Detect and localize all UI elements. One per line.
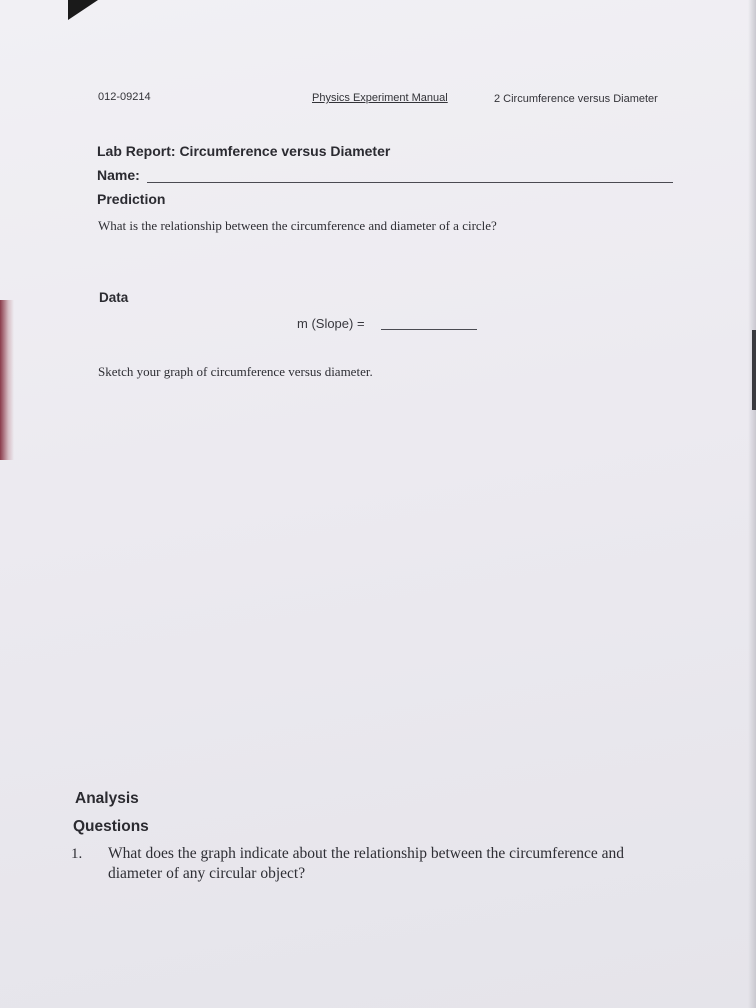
document-code: 012-09214 <box>98 91 151 103</box>
report-title: Lab Report: Circumference versus Diameter <box>97 143 391 159</box>
data-heading: Data <box>99 290 129 305</box>
page-corner-shadow <box>68 0 98 20</box>
chapter-title: 2 Circumference versus Diameter <box>494 93 658 105</box>
page-header <box>98 91 678 107</box>
analysis-heading: Analysis <box>75 790 139 807</box>
question-number: 1. <box>71 846 83 862</box>
manual-title: Physics Experiment Manual <box>312 92 448 104</box>
left-edge-shadow <box>0 300 14 460</box>
sketch-instruction: Sketch your graph of circumference versus diameter. <box>98 364 373 379</box>
slope-answer-line[interactable] <box>381 329 477 330</box>
question-text: What does the graph indicate about the relationship between the circumference and diameter of any circular object? <box>108 845 625 882</box>
right-edge-shadow <box>748 0 756 1008</box>
name-label: Name: <box>97 167 140 183</box>
name-field-line[interactable] <box>147 182 673 183</box>
slope-label: m (Slope) = <box>297 316 365 331</box>
name-row <box>97 167 673 185</box>
prediction-heading: Prediction <box>97 191 166 207</box>
questions-heading: Questions <box>73 818 149 835</box>
right-edge-mark <box>752 330 756 410</box>
prediction-question: What is the relationship between the circumference and diameter of a circle? <box>98 218 497 233</box>
